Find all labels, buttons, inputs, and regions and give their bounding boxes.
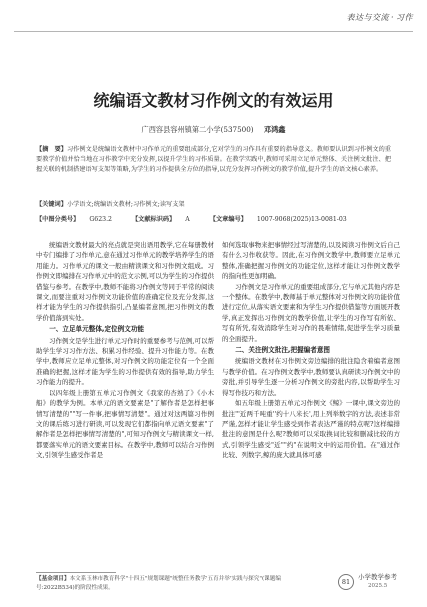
author-name: 邓鸿鑫 <box>263 125 286 134</box>
body-column-left <box>36 240 214 461</box>
paragraph: 统编语文教材在习作例文旁边编排的批注隐含着编者意图与教学价值。在习作例文教学中,教师要认真研读习作例文中的旁批,并引导学生逐一分析习作例文的旁批内容,以帮助学生习得写作技巧和方法。 <box>222 357 400 397</box>
body-column-right <box>222 240 400 461</box>
abstract-label: 【摘 要】 <box>36 146 67 153</box>
section-heading: 一、立足单元整体,定位例文功能 <box>49 325 145 334</box>
journal-issue: 2025.5 <box>368 583 388 589</box>
header-divider <box>14 31 413 32</box>
journal-name: 小学教学参考 <box>358 573 397 581</box>
column-title-main: 表达与交流 <box>346 13 389 22</box>
footnote <box>36 575 294 592</box>
keywords-label: 【关键词】 <box>36 201 67 208</box>
paragraph: 如何选取事物来把事情经过写清楚的,以及阅读习作例文后自己有什么习作收获等。因此,在习作例文教学中,教师要立足单元整体,准确把握习作例文的功能定位,这样才能让习作例文教学的指向性更加明确。 <box>222 241 400 281</box>
doccode-label: 【文献标识码】 <box>131 216 176 223</box>
keywords <box>36 199 391 208</box>
doccode-value: A <box>185 216 190 223</box>
page-header <box>0 0 427 28</box>
paragraph: 习作例文是学生进行单元习作时的重要参考与范例,可以帮助学生学习习作方法、积累习作经验、提升习作能力等。在教学中,教师应立足单元整体,对习作例文的功能定位有一个全面准确的把握,这样才能为学生的习作提供有效的指导,助力学生习作能力的提升。 <box>36 336 214 387</box>
clc-value: G623.2 <box>89 216 112 223</box>
articleno-value: 1007-9068(2025)13-0081-03 <box>256 216 347 223</box>
article-title: 统编语文教材习作例文的有效运用 <box>93 91 334 110</box>
footnote-text: 本文系玉林市教育科学"十四五"规划课题"统整任务教学'五育并举'实践与探究"(课题编号:2022B534)的阶段性成果。 <box>36 576 281 591</box>
page-number: 81 <box>338 574 354 590</box>
paragraph: 如五年级上册第五单元习作例文《鲸》一课中,课文旁边的批注"'近两千吨重''约十八米长',用上列举数字的方法,表述非常严谨,怎样才能让学生感受到作者表达严谨的特点呢?这样编排批注的意图是什么呢?教师可以采取换词比较和删减比较的方式,引领学生感受"近""约"在说明文中的运用价值。在"通过作比较、列数字,鲸的庞大就具体可感 <box>222 399 400 460</box>
affiliation: 广西容县容州镇第二小学(537500) <box>141 125 254 134</box>
column-title-separator: · <box>390 13 394 22</box>
classification-row <box>36 214 391 223</box>
keywords-text: 小学语文;统编语文教材;习作例文;读写支架 <box>66 201 185 208</box>
column-title-sub: 习作 <box>396 13 413 22</box>
abstract-text: 习作例文是统编语文教材中习作单元的重要组成部分,它对学生的习作具有重要的指导意义。教师要认识到习作例文的重要教学价值并恰当地在习作教学中充分发挥,以提升学生的习作质量。在教学实践中,教师可采用立足单元整体、关注例文批注、把握关联的机制搭建语写支架等策略,为学生的习作提供全方位的指导,以充分发挥习作例文的教学价值,提升学生的语文核心素养。 <box>36 146 391 174</box>
column-title <box>346 12 413 23</box>
paragraph: 统编语文教材最大的亮点就是突出语用教学,它在每册教材中专门编排了习作单元,意在通过习作单元的教学培养学生的语用能力。习作单元的课文一般由精读课文和习作例文组成。习作例文即编排在习作单元中的范文示例,可以为学生的习作提供借鉴与参考。在教学中,教师不能将习作例文等同于平常的阅读课文,而要注重对习作例文功能价值的准确定位及充分发挥,这样才能为学生的习作提供指引,凸显编者意图,把习作例文的教学价值落到实处。 <box>36 241 214 322</box>
section-heading: 二、关注例文批注,把握编者意图 <box>235 346 331 355</box>
byline <box>0 125 427 135</box>
footnote-label: 【基金项目】 <box>36 576 70 582</box>
paragraph: 以四年级上册第五单元习作例文《我家的杏熟了》《小木船》的教学为例。本单元的语文要素是"了解作者是怎样把事情写清楚的""写一件事,把事情写清楚"。通过对这两篇习作例文的课后练习进行研读,可以发现它们都指向单元语文要素"了解作者是怎样把事情写清楚的",可知习作例文与精读课文一样,都要落实单元的语文要素目标。在教学中,教师可以结合习作例文,引领学生感受作者是 <box>36 388 214 460</box>
articleno-label: 【文章编号】 <box>209 216 247 223</box>
paragraph: 习作例文是习作单元的重要组成部分,它与单元其他内容是一个整体。在教学中,教师基于单元整体对习作例文的功能价值进行定位,从落实语文要素和为学生习作提供借鉴等方面展开教学,真正发挥出习作例文的教学价值,让学生的习作写有所依、写有所凭,有效消除学生对习作的畏难情绪,促进学生学习质量的全面提升。 <box>222 282 400 343</box>
abstract <box>36 145 391 176</box>
footnote-divider <box>36 572 116 573</box>
clc-label: 【中图分类号】 <box>36 216 80 223</box>
